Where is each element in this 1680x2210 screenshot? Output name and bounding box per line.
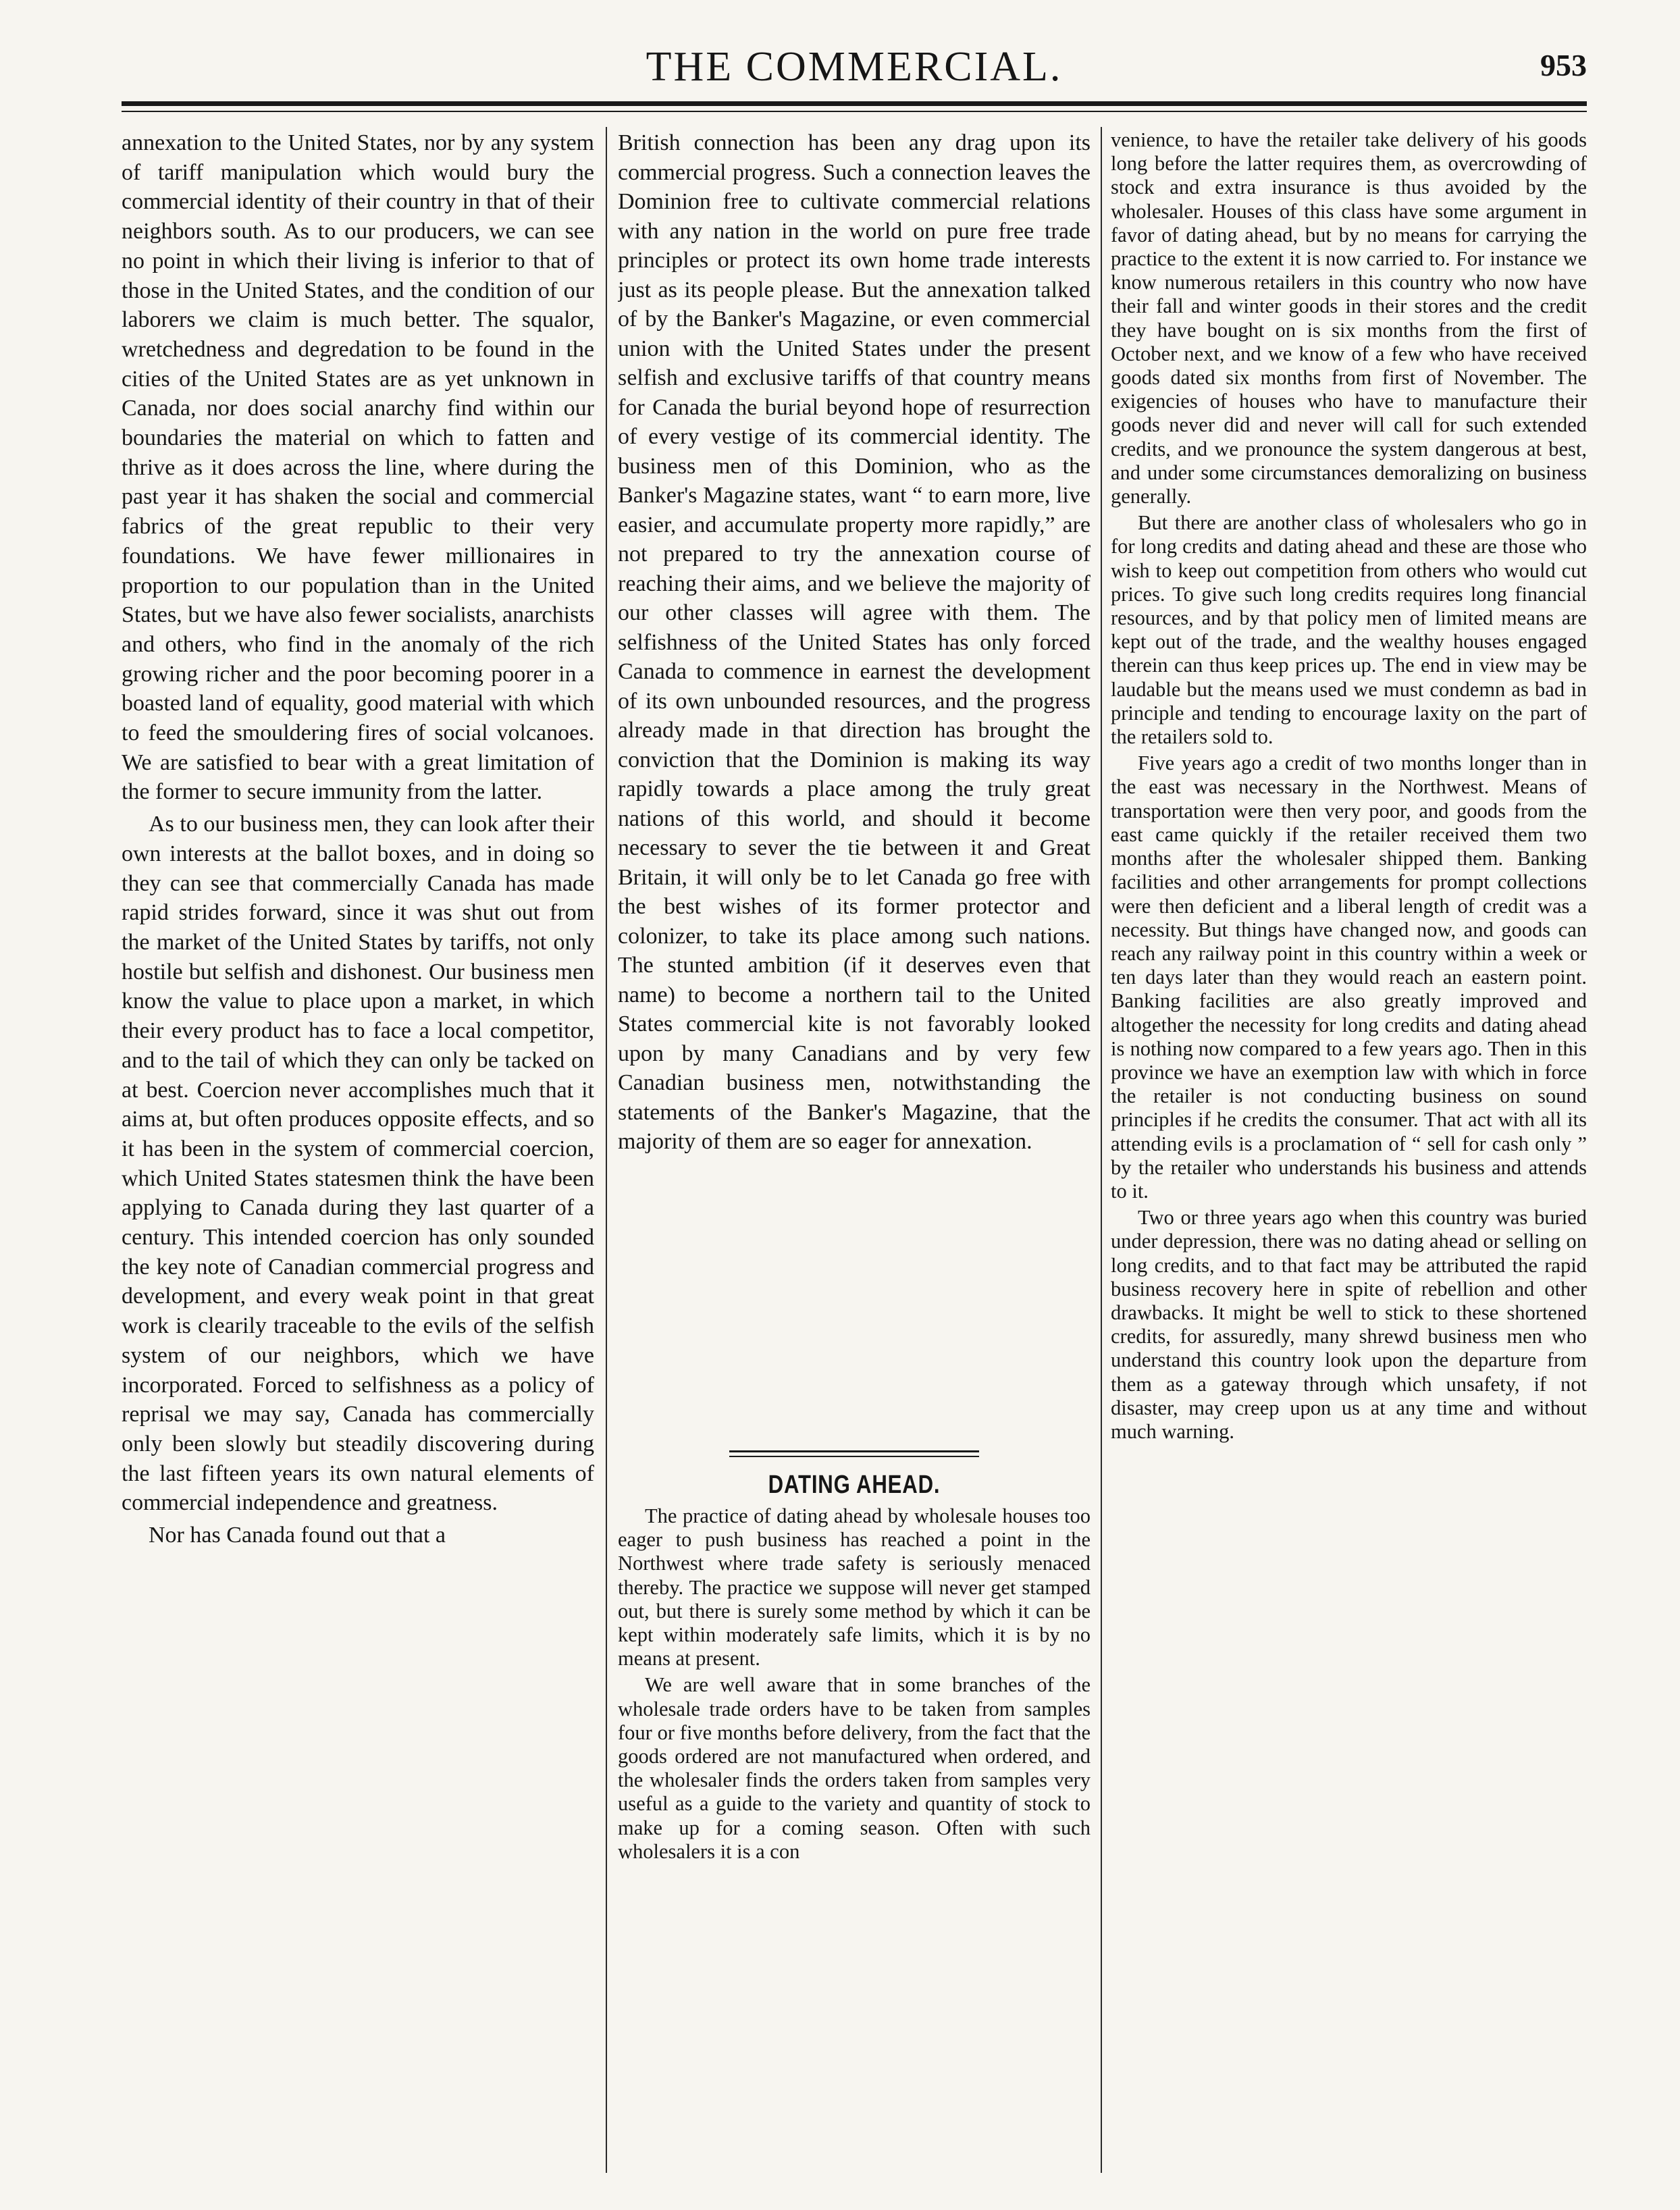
article-paragraph: Two or three years ago when this country was buried under depression, there was no dating ahead or selling on long credits, and to that fact may be attributed the rapid business recovery here in spite of rebellion and other drawbacks. It might be well to stick to these shortened credits, for assuredly, many shrewd business men who understand this country look upon the departure from them as a gateway through which unsafety, if not disaster, may creep upon us at any time and without much warning. bbox=[1111, 1206, 1587, 1443]
column-divider-right bbox=[1101, 127, 1102, 2173]
column-divider-left bbox=[606, 127, 607, 2173]
section-heading: DATING AHEAD. bbox=[768, 1471, 941, 1499]
article-paragraph: Nor has Canada found out that a bbox=[149, 1523, 446, 1548]
section-rule-top bbox=[729, 1450, 979, 1452]
article-paragraph: As to our business men, they can look after their own interests at the ballot boxes, and in doing so they can see that commercially Canada has made rapid strides forward, since it was shut out from the market of the United States by tariffs, not only hostile but selfish and dishonest. Our business men know the value to place upon a market, in which their every product has to face a local competitor, and to the tail of which they can only be tacked on at best. Coercion never accomplishes much that it aims at, but often produces opposite effects, and so it has been in the system of commercial coercion, which United States statesmen think the have been applying to Canada during they last quarter of a century. This intended coercion has only sounded the key note of Canadian commercial progress and development, and every weak point in that great work is clearily traceable to the evils of the selfish system of our neighbors, which we have incorporated. Forced to selfishness as a policy of reprisal we may say, Canada has commercially only been slowly but steadily discovering during the last fifteen years its own natural elements of commercial independence and greatness. bbox=[122, 812, 594, 1516]
article-paragraph: We are well aware that in some branches of the wholesale trade orders have to be taken from samples four or five months before delivery, from the fact that the goods ordered are not manufactured when ordered, and the wholesaler finds the orders taken from samples very useful as a guide to the variety and quantity of stock to make up for a coming season. Often with such wholesalers it is a con bbox=[618, 1673, 1091, 1863]
article-paragraph: Five years ago a credit of two months longer than in the east was necessary in the Northwest. Means of transportation were then very poor, and goods from the east came quickly if the retailer received them two months after the wholesaler shipped them. Banking facilities and other arrangements for prompt collections were then deficient and a liberal length of credit was a necessity. But things have changed now, and goods can reach any railway point in this country within a week or ten days later than they would reach an eastern point. Banking facilities are also greatly improved and altogether the necessity for long credits and dating ahead is nothing now compared to a few years ago. Then in this province we have an exemption law with which in force the retailer is not conducting business on sound principles if he credits the consumer. That act with all its attending evils is a proclamation of “ sell for cash only ” by the retailer who understands his business and attends to it. bbox=[1111, 752, 1587, 1203]
column-middle-lower bbox=[618, 1504, 1091, 2180]
article-paragraph: venience, to have the retailer take delivery of his goods long before the latter requires them, as overcrowding of stock and extra insurance is thus avoided by the wholesaler. Houses of this class have some argument in favor of dating ahead, but by no means for carrying the practice to the extent it is now carried to. For instance we know numerous retailers in this country who now have their fall and winter goods in their stores and the credit they have bought on is six months from the first of October next, and we know of a few who have received goods dated six months from first of November. The exigencies of houses who have to manufacture their goods never did and never will call for such extended credits, and we pronounce the system dangerous at best, and under some circumstances demoralizing on business generally. bbox=[1111, 128, 1587, 508]
page-number: 953 bbox=[1540, 48, 1587, 82]
article-paragraph: The practice of dating ahead by wholesale houses too eager to push business has reached a point in the Northwest where trade safety is seriously menaced thereby. The practice we suppose will never get stamped out, but there is surely some method by which it can be kept within moderately safe limits, which it is by no means at present. bbox=[618, 1504, 1091, 1670]
article-paragraph: British connection has been any drag upon its commercial progress. Such a connection leaves the Dominion free to cultivate commercial relations with any nation in the world on pure free trade principles or protect its own home trade interests just as its people please. But the annexation talked of by the Banker's Magazine, or even commercial union with the United States under the present selfish and exclusive tariffs of that country means for Canada the burial beyond hope of resurrection of every vestige of its commercial identity. The business men of this Dominion, who as the Banker's Magazine states, want “ to earn more, live easier, and accumulate property more rapidly,” are not prepared to try the annexation course of reaching their aims, and we believe the majority of our other classes will agree with them. The selfishness of the United States has only forced Canada to commence in earnest the development of its own unbounded resources, and the progress already made in that direction has brought the conviction that the Dominion is making its way rapidly towards a place among the truly great nations of this world, and should it become necessary to sever the tie between it and Great Britain, it will only be to let Canada go free with the best wishes of its former protector and colonizer, to take its place among such nations. The stunted ambition (if it deserves even that name) to become a northern tail to the United States commercial kite is not favorably looked upon by many Canadians and by very few Canadian business men, notwithstanding the statements of the Banker's Magazine, that the majority of them are so eager for annexation. bbox=[618, 130, 1091, 1154]
header-rule-thick bbox=[122, 101, 1587, 106]
section-rule-bottom bbox=[729, 1456, 979, 1457]
column-right bbox=[1111, 128, 1587, 2188]
column-middle bbox=[618, 128, 1091, 1492]
article-paragraph: annexation to the United States, nor by any system of tariff manipulation which would bury the commercial identity of their country in that of their neighbors south. As to our producers, we can see no point in which their living is inferior to that of those in the United States, and the condition of our laborers we claim is much better. The squalor, wretchedness and degredation to be found in the cities of the United States are as yet unknown in Canada, nor does social anarchy find within our boundaries the material on which to fatten and thrive as it does across the line, where during the past year it has shaken the social and commercial fabrics of the great republic to their very foundations. We have fewer millionaires in proportion to our population than in the United States, but we have also fewer socialists, anarchists and others, who find in the anomaly of the rich growing richer and the poor becoming poorer in a boasted land of equality, good material with which to feed the smouldering fires of social volcanoes. We are satisfied to bear with a great limitation of the former to secure immunity from the latter. bbox=[122, 130, 594, 805]
header-rule-thin bbox=[122, 111, 1587, 112]
article-paragraph: But there are another class of wholesalers who go in for long credits and dating ahead and these are those who wish to keep out competition from others who would cut prices. To give such long credits requires long financial resources, and by that policy men of limited means are kept out of the trade, and the wealthy houses engaged therein can thus keep prices up. The end in view may be laudable but the means used we must condemn as bad in principle and tending to encourage laxity on the part of the retailers sold to. bbox=[1111, 511, 1587, 749]
masthead bbox=[122, 39, 1587, 100]
column-left bbox=[122, 128, 594, 2167]
publication-title: THE COMMERCIAL. bbox=[646, 44, 1063, 90]
